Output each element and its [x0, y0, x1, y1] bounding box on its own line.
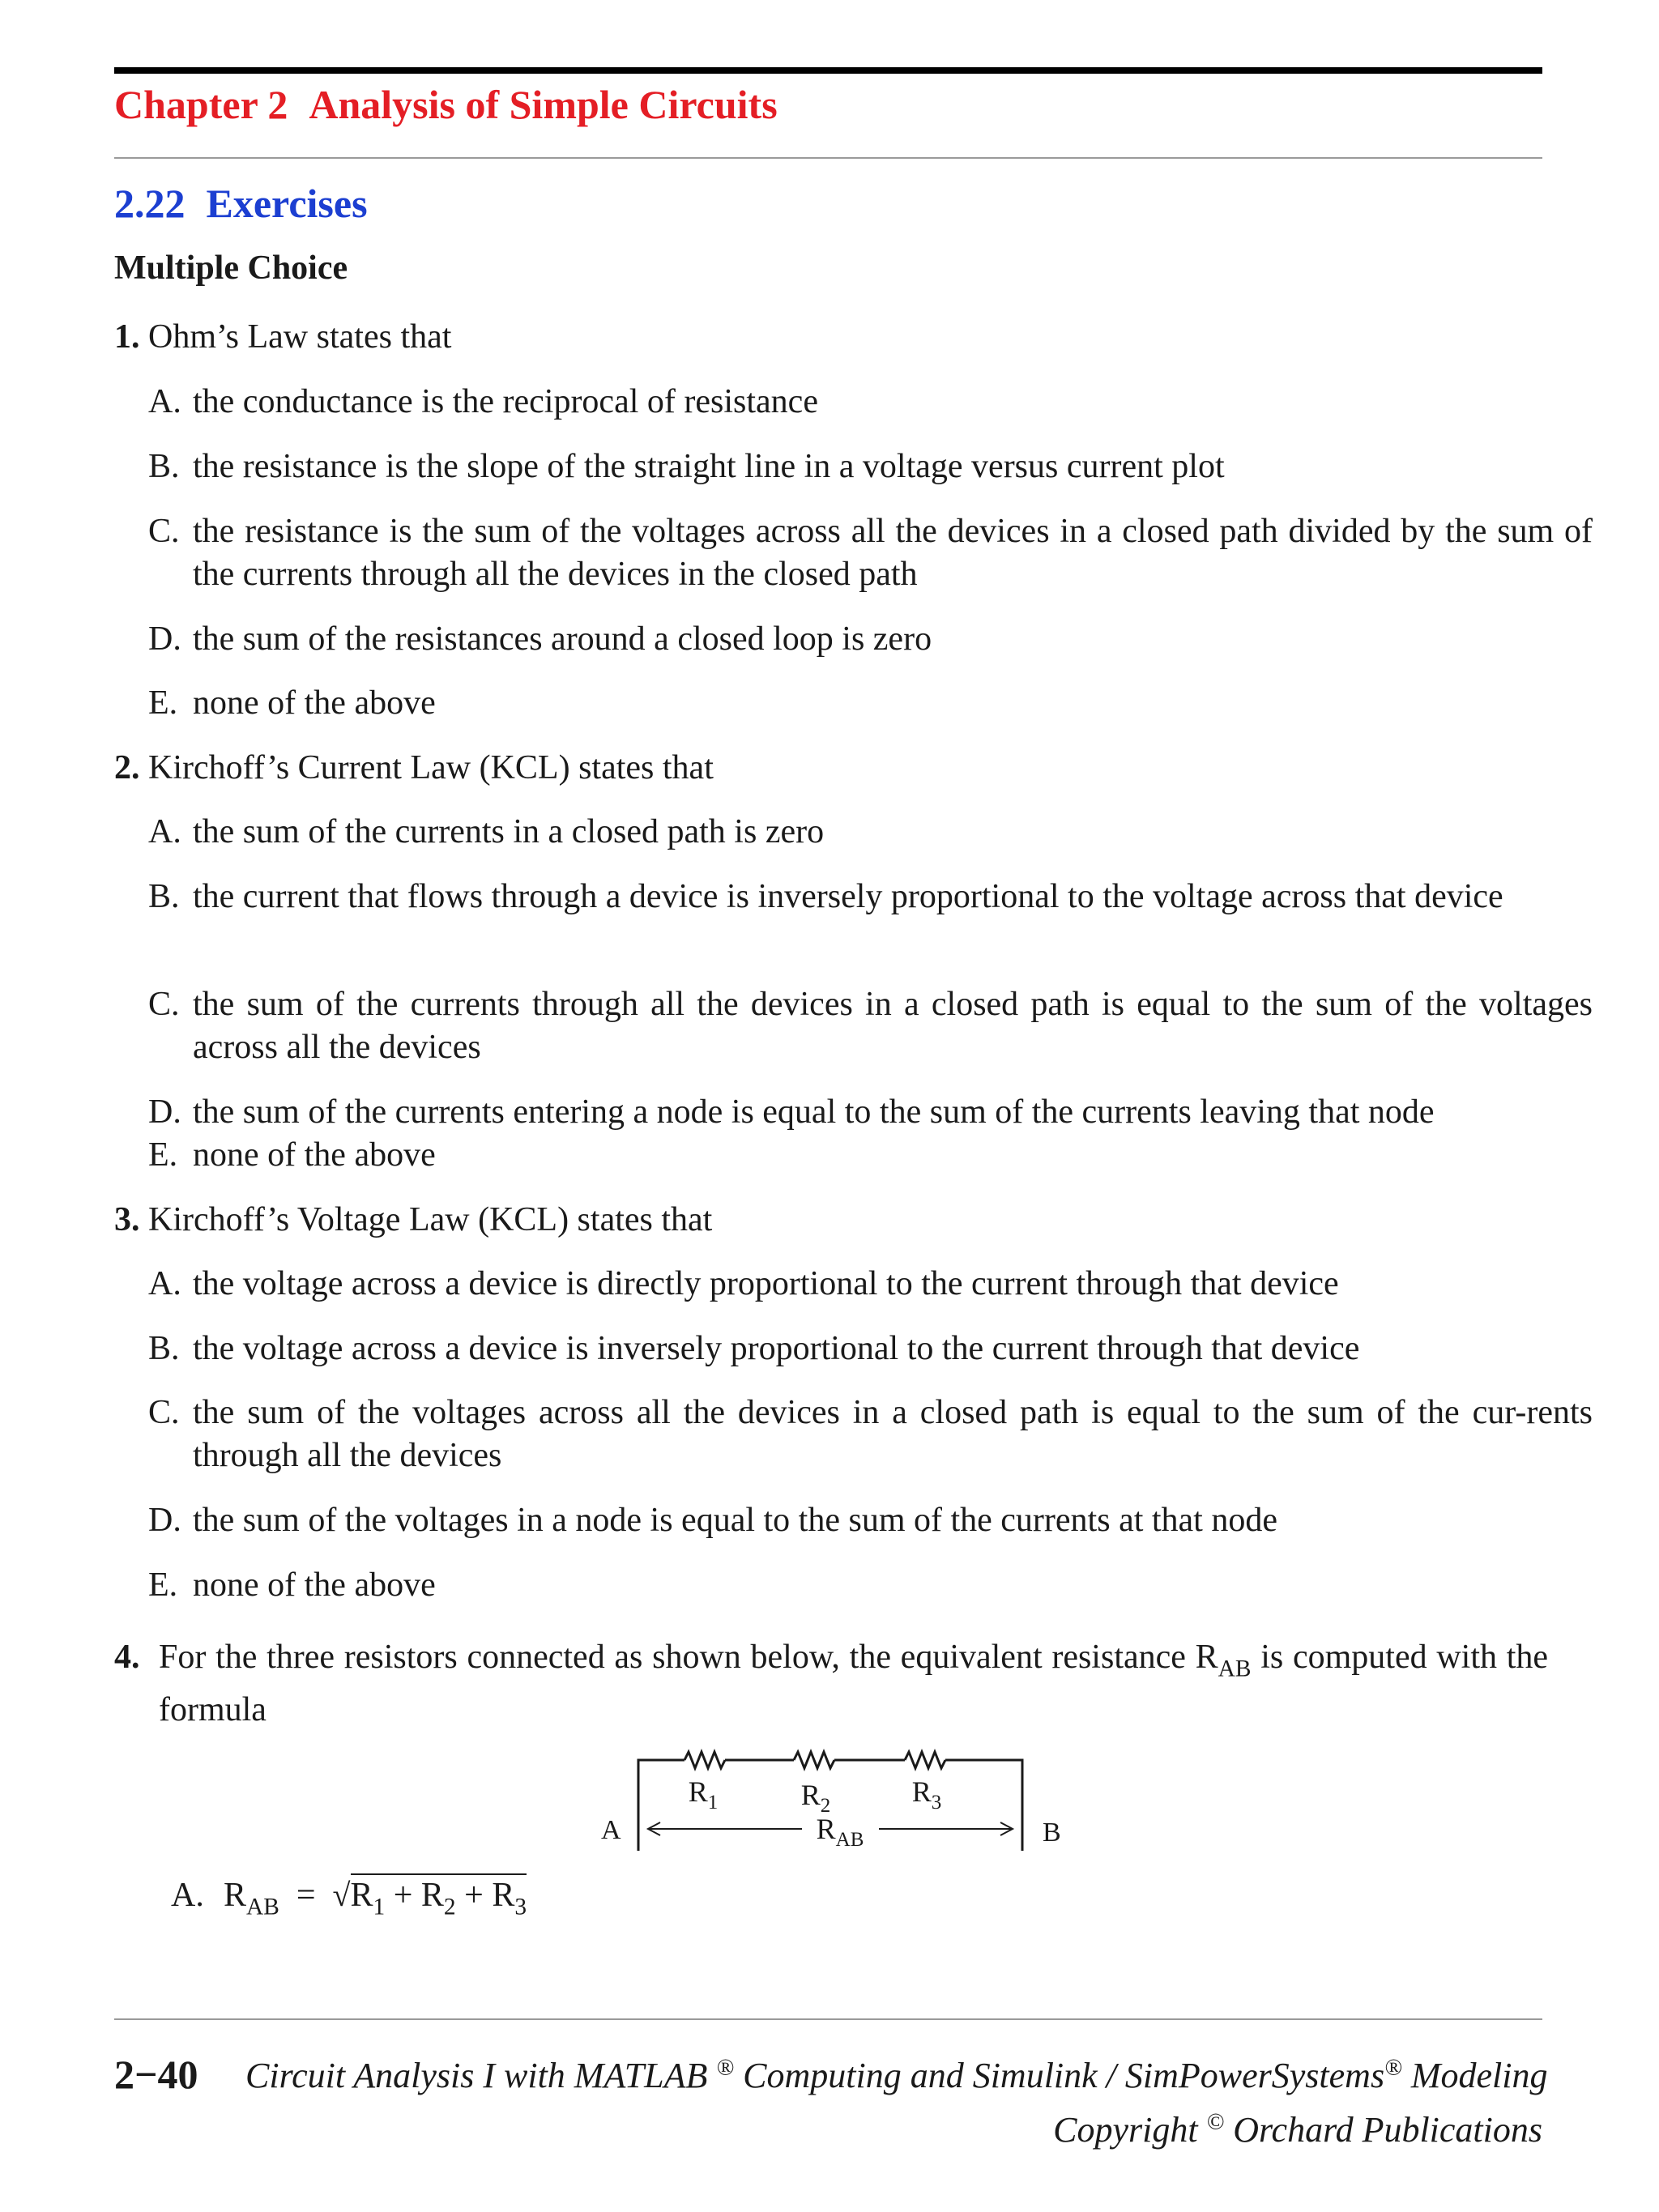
option-text: the sum of the resistances around a closed loop is zero [193, 620, 932, 658]
option-text: the sum of the voltages across all the devices in a closed path is equal to the sum of the cur-rents through all the devices [193, 1394, 1593, 1474]
header-divider [114, 157, 1542, 159]
question-2 [114, 747, 1548, 790]
option-text: the resistance is the sum of the voltages across all the devices in a closed path divided by the sum of the currents through all the devices in the closed path [193, 513, 1593, 593]
option-3c [148, 1392, 1593, 1477]
rab-symbol: $R_{AB}$ [1195, 1639, 1252, 1682]
option-letter: B. [148, 1330, 180, 1367]
option-1d [148, 618, 1593, 661]
question-number: 1. [114, 318, 140, 356]
option-3b [148, 1328, 1593, 1370]
option-text: the voltage across a device is directly proportional to the current through that device [193, 1265, 1339, 1302]
option-letter: B. [148, 448, 180, 485]
question-text: Ohm’s Law states that [148, 318, 452, 356]
question-text-before: For the three resistors connected as shown below, the equivalent resistance [159, 1639, 1186, 1676]
question-number: 3. [114, 1201, 140, 1238]
left-terminal-wire [638, 1760, 684, 1851]
section-heading [114, 180, 368, 227]
option-3e [148, 1564, 1593, 1607]
option-text: the current that flows through a device is inversely proportional to the voltage across that device [193, 878, 1503, 915]
option-text: the resistance is the slope of the straight line in a voltage versus current plot [193, 448, 1225, 485]
chapter-title: Analysis of Simple Circuits [309, 82, 778, 127]
option-text: the voltage across a device is inversely proportional to the current through that device [193, 1330, 1360, 1367]
option-letter: C. [148, 513, 180, 550]
option-3a [148, 1263, 1593, 1306]
option-letter: B. [148, 878, 180, 915]
option-text: the sum of the currents entering a node is equal to the sum of the currents leaving that node [193, 1093, 1435, 1131]
option-1b [148, 445, 1593, 488]
option-letter: A. [171, 1877, 204, 1914]
option-1a [148, 381, 1593, 424]
right-terminal-wire [945, 1760, 1022, 1851]
label-r3: $R_3$ [911, 1775, 942, 1813]
footer-divider [114, 2018, 1542, 2020]
question-text: Kirchoff’s Current Law (KCL) states that [148, 749, 714, 786]
option-text: none of the above [193, 1566, 436, 1604]
option-2b [148, 876, 1593, 918]
option-text: the conductance is the reciprocal of resistance [193, 383, 818, 420]
option-letter: E. [148, 1566, 178, 1604]
series-resistor-circuit [587, 1745, 1114, 1859]
option-letter: D. [148, 1502, 181, 1539]
page-number: 2−40 [114, 2052, 198, 2097]
option-letter: D. [148, 620, 181, 658]
option-3d [148, 1499, 1593, 1542]
label-r2: $R_2$ [800, 1779, 831, 1817]
question-1 [114, 316, 1548, 359]
resistor-r3-zigzag [905, 1752, 945, 1768]
formula-option-a [171, 1876, 527, 1920]
question-text-after: is computed with the formula [159, 1639, 1549, 1728]
book-title: Circuit Analysis I with MATLAB ® Computing and Simulink / SimPowerSystems® Modeling [245, 2055, 1548, 2095]
option-letter: E. [148, 684, 178, 722]
option-letter: D. [148, 1093, 181, 1131]
chapter-heading [114, 81, 778, 128]
section-title: Exercises [206, 181, 368, 226]
option-letter: A. [148, 383, 181, 420]
question-number: 2. [114, 749, 140, 786]
resistor-r2-zigzag [794, 1752, 834, 1768]
option-letter: C. [148, 986, 180, 1023]
option-1c [148, 510, 1593, 596]
formula-lhs: $R_{AB}$ [224, 1877, 279, 1920]
option-text: none of the above [193, 684, 436, 722]
question-number: 4. [114, 1639, 140, 1676]
option-2c [148, 983, 1593, 1069]
resistor-r1-zigzag [684, 1752, 725, 1768]
option-letter: A. [148, 1265, 181, 1302]
option-1e [148, 682, 1593, 725]
option-2e [148, 1134, 1593, 1177]
option-letter: E. [148, 1136, 178, 1174]
node-a-label: A [601, 1815, 621, 1845]
option-text: the sum of the currents in a closed path is zero [193, 813, 825, 850]
section-number: 2.22 [114, 181, 186, 226]
copyright-line: Copyright © Orchard Publications [1053, 2109, 1542, 2150]
question-text: Kirchoff’s Voltage Law (KCL) states that [148, 1201, 713, 1238]
option-letter: C. [148, 1394, 180, 1431]
formula-radicand: $R_1 + R_2 + R_3$ [351, 1873, 527, 1914]
option-2a [148, 811, 1593, 854]
option-letter: A. [148, 813, 181, 850]
option-2d [148, 1091, 1593, 1134]
label-r1: $R_1$ [688, 1775, 719, 1813]
equals-sign: = [296, 1877, 316, 1914]
label-rab: $R_{AB}$ [816, 1813, 864, 1851]
option-text: none of the above [193, 1136, 436, 1174]
node-b-label: B [1043, 1818, 1061, 1848]
chapter-label: Chapter 2 [114, 82, 288, 127]
question-3 [114, 1199, 1548, 1242]
subheading: Multiple Choice [114, 249, 348, 287]
option-text: the sum of the currents through all the devices in a closed path is equal to the sum of the voltages across all the devices [193, 986, 1593, 1066]
top-rule [114, 67, 1542, 74]
option-text: the sum of the voltages in a node is equal to the sum of the currents at that node [193, 1502, 1277, 1539]
question-4 [114, 1631, 1548, 1737]
sqrt-sign: √ [332, 1877, 351, 1913]
